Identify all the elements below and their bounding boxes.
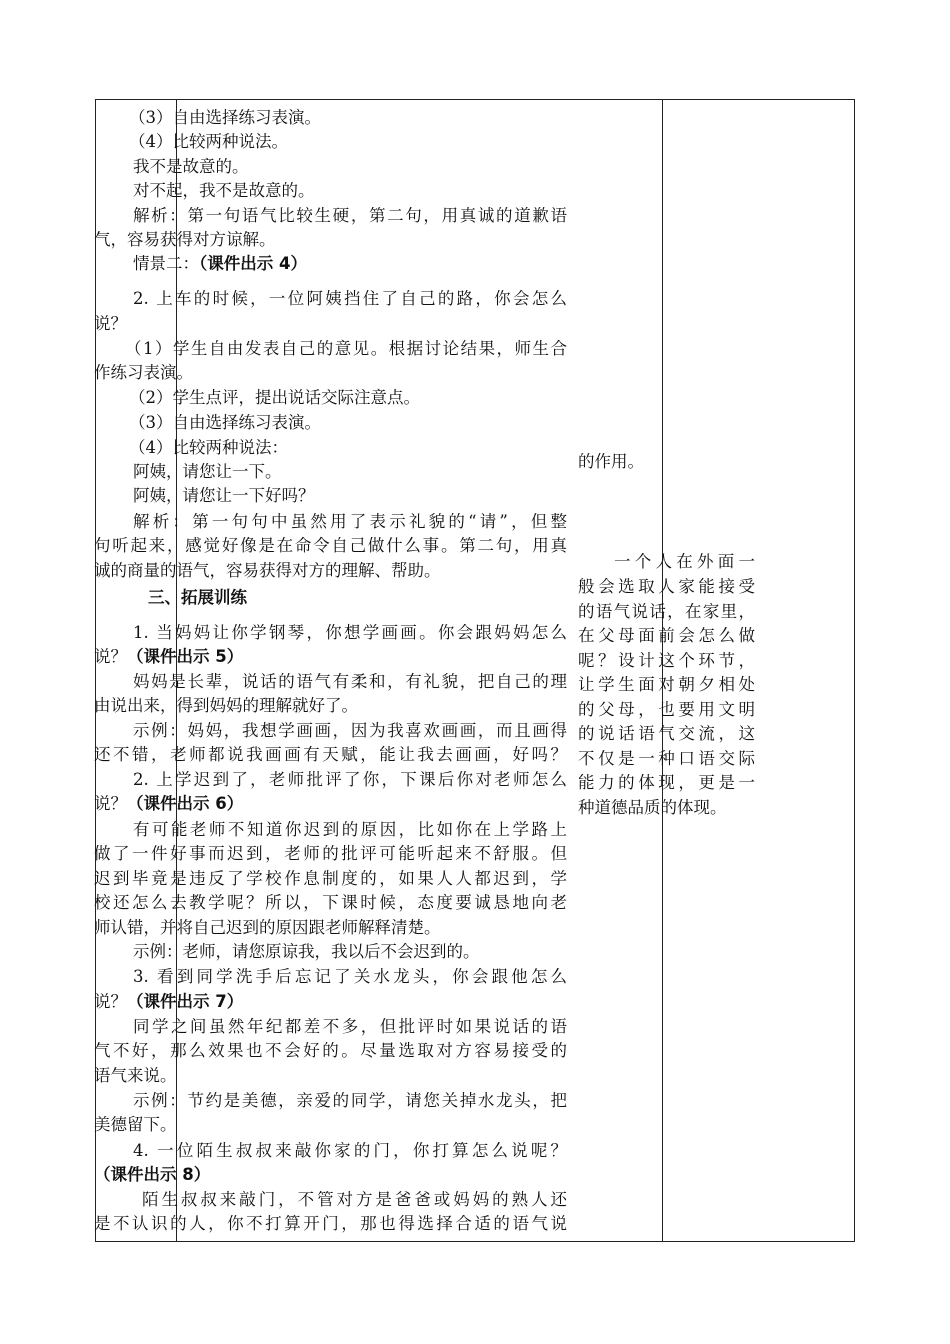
text-line-content: 是不认识的人，你不打算开门，那也得选择合适的语气说 xyxy=(94,1214,567,1233)
text-line-content: 的说话语气交流，这 xyxy=(578,724,755,743)
text-line xyxy=(94,916,441,940)
text-line-content: 说？ xyxy=(94,794,127,813)
text-line xyxy=(94,867,567,891)
text-line xyxy=(578,698,755,722)
text-line xyxy=(133,155,249,179)
text-line xyxy=(94,792,243,816)
text-line xyxy=(133,965,567,989)
text-line-content: 我不是故意的。 xyxy=(133,157,249,176)
text-line-content: 陌生叔叔来敲门，不管对方是爸爸或妈妈的熟人还 xyxy=(142,1190,567,1209)
text-line-content: 做了一件好事而迟到，老师的批评可能听起来不舒服。但 xyxy=(94,844,567,863)
text-line-content: （3）自由选择练习表演。 xyxy=(129,413,321,432)
text-line-content: （2）学生点评，提出说话交际注意点。 xyxy=(129,388,420,407)
text-line-content: 种道德品质的体现。 xyxy=(578,798,727,817)
text-line-content: 2. 上车的时候，一位阿姨挡住了自己的路，你会怎么 xyxy=(133,289,567,308)
text-line xyxy=(133,719,567,743)
text-line xyxy=(133,940,480,964)
text-line xyxy=(129,106,321,130)
text-line-content: 1. 当妈妈让你学钢琴，你想学画画。你会跟妈妈怎么 xyxy=(133,623,567,642)
text-line xyxy=(133,1139,567,1163)
text-line xyxy=(133,179,315,203)
text-line xyxy=(94,842,567,866)
text-line-content: 的语气说话，在家里， xyxy=(578,602,755,621)
text-line xyxy=(133,484,315,508)
text-line-content: 三、拓展训练 xyxy=(148,588,247,607)
text-line xyxy=(94,645,243,669)
text-line xyxy=(133,621,567,645)
courseware-marker: （课件出示 4） xyxy=(199,254,307,273)
text-line-content: 师认错，并将自己迟到的原因跟老师解释清楚。 xyxy=(94,918,441,937)
text-line xyxy=(125,337,567,361)
text-line-content: 的作用。 xyxy=(578,452,644,471)
text-line-content: 能力的体现，更是一 xyxy=(578,773,755,792)
text-line-content: 呢？设计这个环节， xyxy=(578,651,755,670)
text-line xyxy=(129,130,288,154)
section-heading xyxy=(148,586,247,610)
text-line-content: 3. 看到同学洗手后忘记了关水龙头，你会跟他怎么 xyxy=(133,967,567,986)
text-line xyxy=(94,312,127,336)
text-line xyxy=(94,1163,210,1187)
text-line xyxy=(578,624,755,648)
text-line-content: 句听起来，感觉好像是在命令自己做什么事。第二句，用真 xyxy=(94,536,567,555)
text-line xyxy=(94,559,441,583)
text-line-content: 还不错，老师都说我画画有天赋，能让我去画画，好吗？ xyxy=(94,745,567,764)
lesson-plan-table xyxy=(95,99,855,1242)
text-line-content: 情景二： xyxy=(133,254,199,273)
text-line xyxy=(94,891,567,915)
text-line-content: 一个人在外面一 xyxy=(614,552,755,571)
text-line-content: 般会选取人家能接受 xyxy=(578,577,755,596)
text-line-content: 说？ xyxy=(94,992,127,1011)
courseware-marker: （课件出示 6） xyxy=(127,794,244,813)
text-line xyxy=(578,575,755,599)
text-line-content: 示例：节约是美德，亲爱的同学，请您关掉水龙头，把 xyxy=(133,1091,567,1110)
text-line xyxy=(94,1064,177,1088)
text-line-content: （1）学生自由发表自己的意见。根据讨论结果，师生合 xyxy=(125,339,567,358)
text-line-content: 的父母，也要用文明 xyxy=(578,700,755,719)
text-line-content: 同学之间虽然年纪都差不多，但批评时如果说话的语 xyxy=(133,1017,567,1036)
text-line-content: 说？ xyxy=(94,647,127,666)
text-line-content: 气不好，那么效果也不会好的。尽量选取对方容易接受的 xyxy=(94,1041,567,1060)
text-line xyxy=(133,287,567,311)
text-line xyxy=(578,722,755,746)
text-line xyxy=(94,694,358,718)
text-line-content: 妈妈是长辈，说话的语气有柔和，有礼貌，把自己的理 xyxy=(133,672,567,691)
text-line-content: 在父母面前会怎么做 xyxy=(578,626,755,645)
text-line xyxy=(133,1015,567,1039)
text-line-content: 语气来说。 xyxy=(94,1066,177,1085)
text-line-content: 4. 一位陌生叔叔来敲你家的门，你打算怎么说呢？ xyxy=(133,1141,567,1160)
text-line-content: 2. 上学迟到了，老师批评了你，下课后你对老师怎么 xyxy=(133,770,567,789)
text-line xyxy=(129,386,420,410)
text-line-content: 诚的商量的语气，容易获得对方的理解、帮助。 xyxy=(94,561,441,580)
text-line xyxy=(133,460,282,484)
text-line xyxy=(129,411,321,435)
text-line xyxy=(578,796,727,820)
text-line-content: 气，容易获得对方谅解。 xyxy=(94,230,276,249)
text-line xyxy=(133,510,567,534)
text-line-content: 美德留下。 xyxy=(94,1115,177,1134)
text-line-content: （3）自由选择练习表演。 xyxy=(129,108,321,127)
text-line xyxy=(578,600,755,624)
text-line xyxy=(94,228,276,252)
text-line xyxy=(94,743,567,767)
text-line xyxy=(133,670,567,694)
text-line-content: 说？ xyxy=(94,314,127,333)
text-line-content: （4）比较两种说法： xyxy=(129,438,288,457)
text-line xyxy=(614,550,755,574)
text-line xyxy=(133,1089,567,1113)
text-line-content: 阿姨，请您让一下。 xyxy=(133,462,282,481)
text-line xyxy=(94,1212,567,1236)
text-line-content: 对不起，我不是故意的。 xyxy=(133,181,315,200)
text-line-content: 解析：第一句句中虽然用了表示礼貌的“请”，但整 xyxy=(133,512,567,531)
text-line xyxy=(142,1188,567,1212)
courseware-marker: （课件出示 5） xyxy=(127,647,244,666)
text-line xyxy=(94,990,243,1014)
text-line xyxy=(94,534,567,558)
text-line-content: 让学生面对朝夕相处 xyxy=(578,675,755,694)
text-line-content: （4）比较两种说法。 xyxy=(129,132,288,151)
text-line xyxy=(578,450,644,474)
text-line-content: 不仅是一种口语交际 xyxy=(578,749,755,768)
text-line xyxy=(578,649,755,673)
text-line-content: 阿姨，请您让一下好吗？ xyxy=(133,486,315,505)
text-line-content: 迟到毕竟是违反了学校作息制度的，如果人人都迟到，学 xyxy=(94,869,567,888)
courseware-marker: （课件出示 8） xyxy=(94,1165,211,1184)
text-line-content: 解析：第一句语气比较生硬，第二句，用真诚的道歉语 xyxy=(133,206,567,225)
text-line-content: 作练习表演。 xyxy=(94,363,193,382)
text-line-content: 有可能老师不知道你迟到的原因，比如你在上学路上 xyxy=(133,820,567,839)
text-line xyxy=(133,818,567,842)
text-line-content: 校还怎么去教学呢？所以，下课时候，态度要诚恳地向老 xyxy=(94,893,567,912)
courseware-marker: （课件出示 7） xyxy=(127,992,244,1011)
text-line xyxy=(129,436,288,460)
text-line xyxy=(94,1039,567,1063)
text-line-content: 示例：妈妈，我想学画画，因为我喜欢画画，而且画得 xyxy=(133,721,567,740)
text-line-content: 示例：老师，请您原谅我，我以后不会迟到的。 xyxy=(133,942,480,961)
text-line xyxy=(133,252,307,276)
text-line xyxy=(94,1113,177,1137)
text-line xyxy=(133,204,567,228)
text-line xyxy=(133,768,567,792)
text-line xyxy=(94,361,193,385)
text-line xyxy=(578,747,755,771)
text-line xyxy=(578,673,755,697)
text-line xyxy=(578,771,755,795)
text-line-content: 由说出来，得到妈妈的理解就好了。 xyxy=(94,696,358,715)
